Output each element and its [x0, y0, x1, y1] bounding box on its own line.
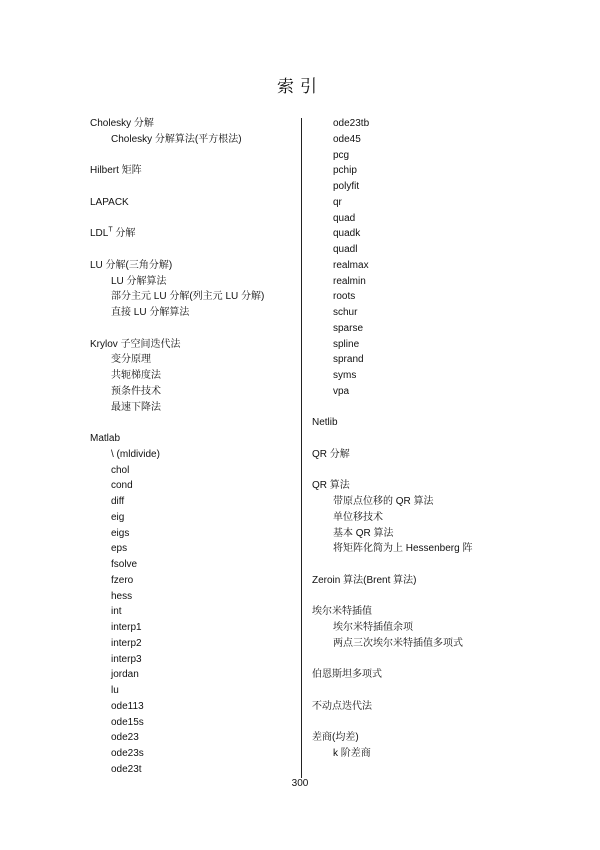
entry-text: 变分原理	[111, 354, 151, 366]
entry-text: LDL	[90, 228, 109, 240]
index-subentry	[90, 400, 290, 416]
index-subentry	[312, 620, 532, 636]
entry-text: Zeroin 算法(Brent 算法)	[312, 574, 417, 586]
entry-text: 预条件技术	[111, 385, 161, 397]
index-subentry	[312, 337, 532, 353]
entry-text: qr	[333, 196, 342, 208]
entry-text: 埃尔米特插值	[312, 606, 372, 618]
index-subentry	[90, 730, 290, 746]
entry-text: QR 算法	[312, 480, 350, 492]
index-subentry	[312, 195, 532, 211]
entry-text: Hilbert 矩阵	[90, 165, 142, 177]
entry-spacer	[90, 415, 290, 431]
index-entry	[90, 163, 290, 179]
entry-text: chol	[111, 464, 130, 476]
index-subentry	[312, 494, 532, 510]
entry-text: Netlib	[312, 417, 338, 429]
entry-spacer	[312, 589, 532, 605]
entry-text: LU 分解(三角分解)	[90, 259, 173, 271]
index-subentry	[312, 226, 532, 242]
index-subentry	[312, 132, 532, 148]
index-subentry	[312, 163, 532, 179]
index-subentry	[90, 274, 290, 290]
index-subentry	[90, 463, 290, 479]
entry-text: eig	[111, 511, 125, 523]
entry-text: schur	[333, 307, 358, 318]
entry-text: vpa	[333, 385, 350, 397]
index-subentry	[312, 541, 532, 557]
index-subentry	[90, 132, 290, 148]
index-column-left	[90, 116, 290, 778]
entry-spacer	[90, 321, 290, 337]
entry-text: 单位移技术	[333, 511, 383, 523]
index-subentry	[90, 510, 290, 526]
entry-text: 不动点迭代法	[312, 700, 372, 712]
index-subentry	[312, 242, 532, 258]
index-subentry	[312, 258, 532, 274]
entry-spacer	[312, 652, 532, 668]
entry-spacer	[90, 148, 290, 164]
index-subentry	[312, 321, 532, 337]
index-subentry	[90, 604, 290, 620]
entry-text: LU 分解算法	[111, 275, 167, 287]
entry-text: ode23t	[111, 763, 142, 775]
index-subentry	[312, 211, 532, 227]
index-entry	[312, 699, 532, 715]
entry-text: Cholesky 分解算法(平方根法)	[111, 133, 242, 145]
index-subentry	[312, 289, 532, 305]
index-subentry	[312, 384, 532, 400]
index-entry	[90, 431, 290, 447]
index-subentry	[312, 746, 532, 762]
index-entry	[312, 604, 532, 620]
index-subentry	[90, 699, 290, 715]
index-subentry	[312, 305, 532, 321]
index-entry	[90, 337, 290, 353]
entry-text: ode113	[111, 700, 144, 712]
index-entry	[90, 116, 290, 132]
index-entry	[312, 478, 532, 494]
index-subentry	[312, 352, 532, 368]
entry-text: Matlab	[90, 433, 121, 444]
entry-text: ode23tb	[333, 118, 370, 129]
index-subentry	[90, 478, 290, 494]
entry-text: ode15s	[111, 716, 144, 728]
entry-text: interp2	[111, 637, 142, 649]
index-subentry	[90, 667, 290, 683]
entry-superscript: T	[108, 226, 113, 234]
index-subentry	[90, 352, 290, 368]
index-subentry	[312, 116, 532, 132]
index-subentry	[90, 305, 290, 321]
index-subentry	[90, 683, 290, 699]
entry-spacer	[312, 683, 532, 699]
index-entry	[90, 226, 290, 242]
entry-text: interp1	[111, 622, 142, 633]
entry-text: pchip	[333, 165, 357, 177]
index-column-right	[312, 116, 532, 762]
entry-suffix: 分解	[112, 228, 136, 240]
entry-text: ode23s	[111, 748, 144, 759]
index-subentry	[90, 289, 290, 305]
entry-text: 埃尔米特插值余项	[333, 622, 413, 633]
entry-spacer	[90, 211, 290, 227]
entry-text: eigs	[111, 527, 130, 539]
entry-text: realmin	[333, 275, 366, 287]
index-entry	[90, 195, 290, 211]
page-number: 300	[291, 778, 309, 789]
entry-text: k 阶差商	[333, 748, 371, 759]
index-subentry	[312, 274, 532, 290]
entry-text: 带原点位移的 QR 算法	[333, 496, 434, 507]
entry-text: 基本 QR 算法	[333, 527, 394, 539]
entry-spacer	[312, 431, 532, 447]
entry-text: hess	[111, 590, 133, 602]
entry-text: sprand	[333, 354, 364, 366]
index-entry	[312, 447, 532, 463]
index-subentry	[90, 652, 290, 668]
entry-text: ode45	[333, 133, 361, 145]
entry-text: Cholesky 分解	[90, 118, 154, 129]
page-title: 索引	[277, 77, 323, 97]
entry-text: Krylov 子空间迭代法	[90, 338, 181, 350]
entry-text: polyfit	[333, 181, 360, 192]
entry-text: 最速下降法	[111, 401, 161, 413]
entry-text: quadk	[333, 228, 361, 240]
entry-spacer	[312, 400, 532, 416]
entry-text: syms	[333, 370, 357, 381]
entry-text: int	[111, 606, 122, 618]
entry-text: jordan	[111, 669, 139, 681]
index-entry	[312, 573, 532, 589]
entry-text: realmax	[333, 259, 369, 271]
entry-text: spline	[333, 338, 360, 350]
index-entry	[312, 415, 532, 431]
index-subentry	[90, 573, 290, 589]
index-subentry	[90, 636, 290, 652]
index-subentry	[90, 557, 290, 573]
entry-text: quadl	[333, 244, 358, 255]
index-subentry	[312, 526, 532, 542]
index-subentry	[90, 541, 290, 557]
entry-spacer	[312, 715, 532, 731]
column-divider	[301, 118, 302, 778]
entry-text: 直接 LU 分解算法	[111, 307, 190, 318]
entry-text: cond	[111, 480, 133, 492]
index-subentry	[90, 494, 290, 510]
index-entry	[312, 730, 532, 746]
index-subentry	[90, 746, 290, 762]
index-subentry	[90, 447, 290, 463]
index-subentry	[312, 510, 532, 526]
entry-text: \ (mldivide)	[111, 448, 160, 460]
index-subentry	[90, 762, 290, 778]
entry-text: roots	[333, 291, 356, 303]
index-subentry	[90, 368, 290, 384]
entry-text: quad	[333, 212, 356, 224]
index-subentry	[312, 148, 532, 164]
entry-text: fzero	[111, 574, 134, 586]
entry-text: 差商(均差)	[312, 732, 359, 744]
entry-text: pcg	[333, 149, 350, 161]
entry-text: sparse	[333, 322, 364, 334]
entry-text: LAPACK	[90, 196, 129, 208]
index-subentry	[312, 368, 532, 384]
entry-text: 伯恩斯坦多项式	[312, 669, 382, 681]
entry-text: eps	[111, 543, 128, 555]
index-subentry	[312, 179, 532, 195]
entry-spacer	[90, 179, 290, 195]
entry-text: QR 分解	[312, 448, 350, 460]
entry-text: 共轭梯度法	[111, 370, 161, 381]
entry-text: 两点三次埃尔米特插值多项式	[333, 637, 463, 649]
entry-text: 将矩阵化简为上 Hessenberg 阵	[333, 543, 473, 555]
index-subentry	[90, 526, 290, 542]
entry-text: 部分主元 LU 分解(列主元 LU 分解)	[111, 291, 265, 303]
index-subentry	[90, 715, 290, 731]
entry-spacer	[312, 557, 532, 573]
entry-text: lu	[111, 685, 119, 696]
entry-spacer	[90, 242, 290, 258]
index-subentry	[312, 636, 532, 652]
index-entry	[312, 667, 532, 683]
index-subentry	[90, 620, 290, 636]
index-subentry	[90, 384, 290, 400]
entry-text: diff	[111, 496, 125, 507]
entry-text: fsolve	[111, 559, 138, 570]
index-subentry	[90, 589, 290, 605]
entry-text: ode23	[111, 732, 139, 744]
entry-spacer	[312, 463, 532, 479]
entry-text: interp3	[111, 653, 142, 665]
index-entry	[90, 258, 290, 274]
